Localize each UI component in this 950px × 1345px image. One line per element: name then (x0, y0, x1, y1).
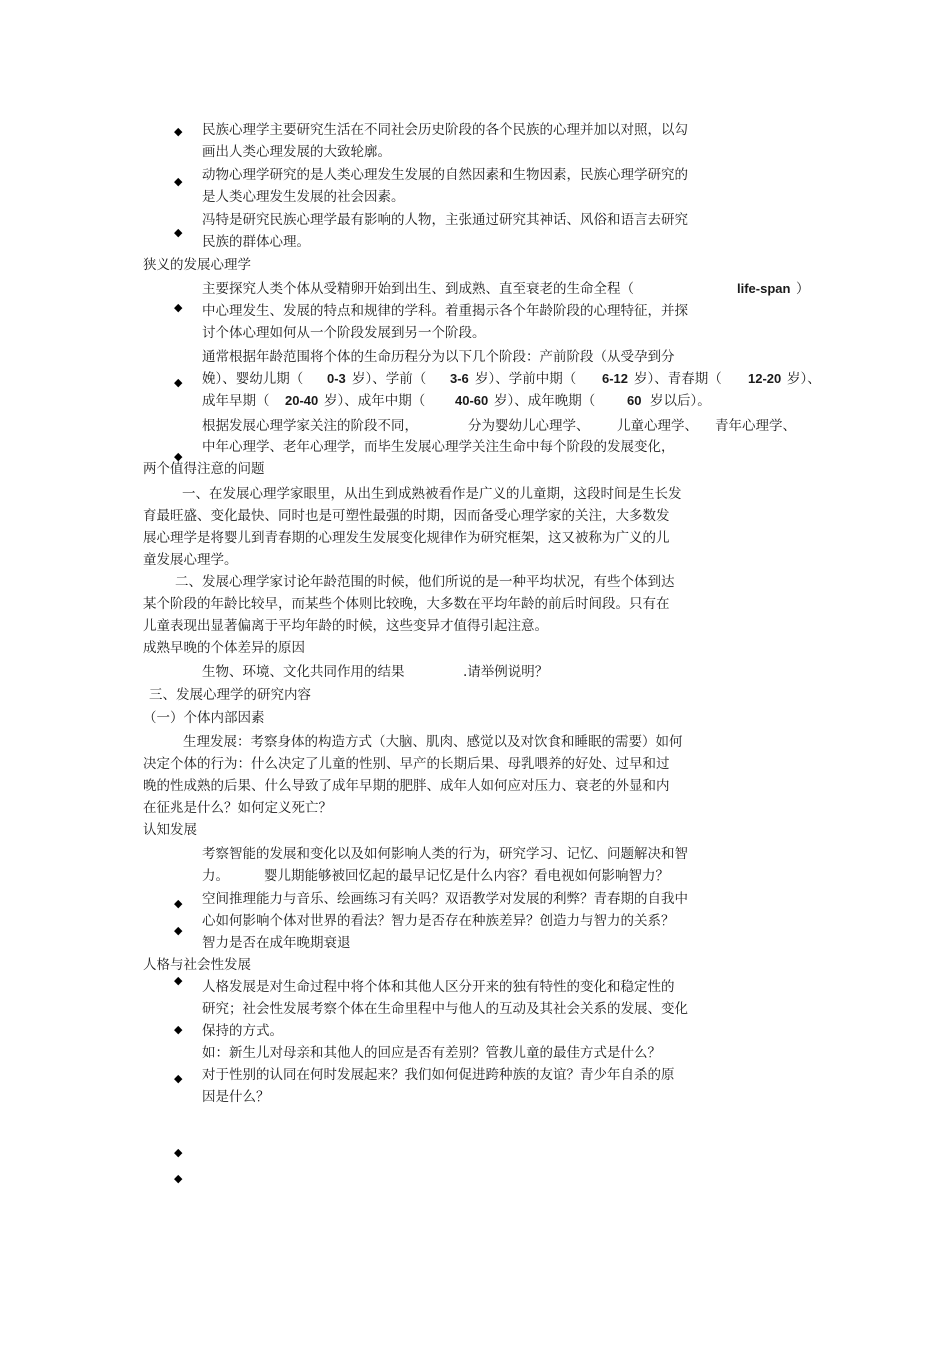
text-line: 岁以后）。 (650, 393, 711, 409)
text-line: 研究；社会性发展考察个体在生命里程中与他人的互动及其社会关系的发展、变化 (202, 1001, 688, 1017)
text-line: ） (796, 281, 810, 297)
text-line: 岁）、成年中期（ (324, 393, 426, 409)
text-line: 决定个体的行为：什么决定了儿童的性别、早产的长期后果、母乳喂养的好处、过早和过 (143, 756, 670, 772)
term-english: life-span (737, 281, 791, 296)
bullet-diamond-icon: ◆ (174, 897, 183, 910)
section-heading: 两个值得注意的问题 (143, 461, 265, 477)
text-line: 冯特是研究民族心理学最有影响的人物，主张通过研究其神话、风俗和语言去研究 (202, 212, 688, 228)
bullet-diamond-icon: ◆ (174, 301, 183, 314)
text-line: 中年心理学、老年心理学，而毕生发展心理学关注生命中每个阶段的发展变化， (202, 439, 675, 455)
text-line: 岁）、学前中期（ (475, 371, 577, 387)
text-line: 是人类心理发生发展的社会因素。 (202, 189, 405, 205)
text-line: 婴儿期能够被回忆起的最早记忆是什么内容？看电视如何影响智力？ (264, 868, 669, 884)
text-line: 岁）、成年晚期（ (494, 393, 596, 409)
bullet-diamond-icon: ◆ (174, 125, 183, 138)
text-line: 讨个体心理如何从一个阶段发展到另一个阶段。 (202, 325, 486, 341)
bullet-diamond-icon: ◆ (174, 1146, 183, 1159)
text-line: 展心理学是将婴儿到青春期的心理发生发展变化规律作为研究框架，这又被称为广义的儿 (143, 530, 670, 546)
text-line: 某个阶段的年龄比较早，而某些个体则比较晚，大多数在平均年龄的前后时间段。只有在 (143, 596, 670, 612)
text-line: 一、在发展心理学家眼里，从出生到成熟被看作是广义的儿童期，这段时间是生长发 (182, 486, 682, 502)
text-line: 根据发展心理学家关注的阶段不同， (202, 418, 418, 434)
text-line: 人格发展是对生命过程中将个体和其他人区分开来的独有特性的变化和稳定性的 (202, 979, 675, 995)
text-line: 青年心理学、 (715, 418, 796, 434)
text-line: 民族心理学主要研究生活在不同社会历史阶段的各个民族的心理并加以对照，以勾 (202, 122, 688, 138)
text-line: 心如何影响个体对世界的看法？智力是否存在种族差异？创造力与智力的关系？ (202, 913, 675, 929)
age-range: 12-20 (748, 371, 782, 386)
age-range: 40-60 (455, 393, 489, 408)
text-line: 民族的群体心理。 (202, 234, 310, 250)
text-line: 岁）、学前（ (352, 371, 427, 387)
section-heading: 认知发展 (143, 822, 197, 838)
text-line: 生物、环境、文化共同作用的结果 (202, 664, 405, 680)
text-line: 考察智能的发展和变化以及如何影响人类的行为，研究学习、记忆、问题解决和智 (202, 846, 688, 862)
section-heading: 成熟早晚的个体差异的原因 (143, 640, 305, 656)
bullet-diamond-icon: ◆ (174, 924, 183, 937)
bullet-diamond-icon: ◆ (174, 376, 183, 389)
text-line: 因是什么？ (202, 1089, 270, 1105)
text-line: 童发展心理学。 (143, 552, 238, 568)
text-line: 儿童心理学、 (617, 418, 698, 434)
bullet-diamond-icon: ◆ (174, 175, 183, 188)
text-line: 成年早期（ (202, 393, 270, 409)
age-range: 6-12 (602, 371, 629, 386)
age-range: 60 (627, 393, 642, 408)
text-line: 分为婴幼儿心理学、 (468, 418, 590, 434)
section-heading: 三、发展心理学的研究内容 (149, 687, 311, 703)
text-line: 岁）、青春期（ (634, 371, 722, 387)
text-line: 中心理发生、发展的特点和规律的学科。着重揭示各个年龄阶段的心理特征，并探 (202, 303, 688, 319)
text-line: 对于性别的认同在何时发展起来？我们如何促进跨种族的友谊？青少年自杀的原 (202, 1067, 675, 1083)
text-line: 娩）、婴幼儿期（ (202, 371, 304, 387)
text-line: 岁）、 (787, 371, 821, 387)
section-heading: 人格与社会性发展 (143, 957, 251, 973)
bullet-diamond-icon: ◆ (174, 1072, 183, 1085)
text-line: 主要探究人类个体从受精卵开始到出生、到成熟、直至衰老的生命全程（ (202, 281, 634, 297)
bullet-diamond-icon: ◆ (174, 450, 183, 463)
text-line: 生理发展：考察身体的构造方式（大脑、肌肉、感觉以及对饮食和睡眠的需要）如何 (183, 734, 683, 750)
text-line: 通常根据年龄范围将个体的生命历程分为以下几个阶段：产前阶段（从受孕到分 (202, 349, 675, 365)
text-line: 空间推理能力与音乐、绘画练习有关吗？双语教学对发展的利弊？青春期的自我中 (202, 891, 688, 907)
section-heading: 狭义的发展心理学 (143, 257, 251, 273)
text-line: .请举例说明？ (463, 664, 549, 680)
text-line: 晚的性成熟的后果、什么导致了成年早期的肥胖、成年人如何应对压力、衰老的外显和内 (143, 778, 670, 794)
section-heading: （一）个体内部因素 (143, 710, 265, 726)
age-range: 3-6 (450, 371, 469, 386)
text-line: 在征兆是什么？如何定义死亡？ (143, 800, 332, 816)
age-range: 0-3 (327, 371, 346, 386)
text-line: 画出人类心理发展的大致轮廓。 (202, 144, 391, 160)
text-line: 二、发展心理学家讨论年龄范围的时候，他们所说的是一种平均状况，有些个体到达 (175, 574, 675, 590)
bullet-diamond-icon: ◆ (174, 226, 183, 239)
text-line: 如：新生儿对母亲和其他人的回应是否有差别？管教儿童的最佳方式是什么？ (202, 1045, 661, 1061)
text-line: 儿童表现出显著偏离于平均年龄的时候，这些变异才值得引起注意。 (143, 618, 548, 634)
text-line: 力。 (202, 868, 229, 884)
text-line: 育最旺盛、变化最快、同时也是可塑性最强的时期，因而备受心理学家的关注，大多数发 (143, 508, 670, 524)
text-line: 保持的方式。 (202, 1023, 283, 1039)
age-range: 20-40 (285, 393, 319, 408)
text-line: 动物心理学研究的是人类心理发生发展的自然因素和生物因素，民族心理学研究的 (202, 167, 688, 183)
bullet-diamond-icon: ◆ (174, 1023, 183, 1036)
bullet-diamond-icon: ◆ (174, 1172, 183, 1185)
text-line: 智力是否在成年晚期衰退 (202, 935, 351, 951)
bullet-diamond-icon: ◆ (174, 974, 183, 987)
